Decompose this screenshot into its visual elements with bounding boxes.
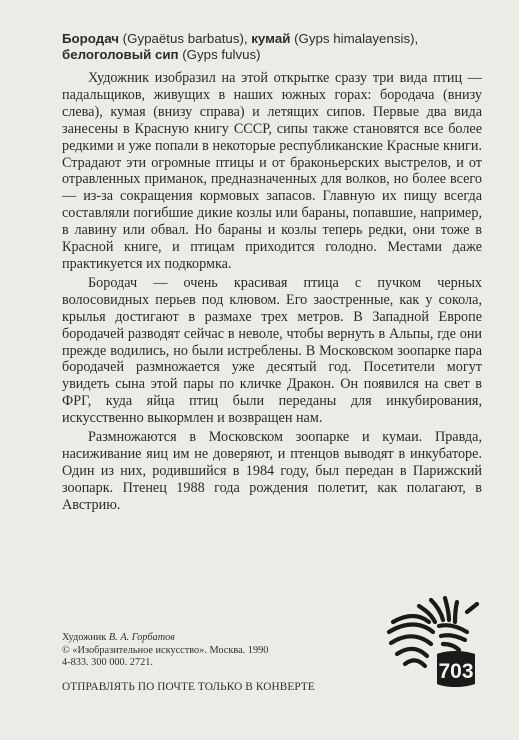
- latin-name-bearded-vulture: (Gypaëtus barbatus),: [118, 31, 252, 46]
- species-name-griffon-vulture: белоголовый сип: [62, 47, 179, 62]
- print-codes: 4-833. 300 000. 2721.: [62, 657, 153, 668]
- latin-name-himalayan-griffon: (Gyps himalayensis),: [290, 31, 419, 46]
- mailing-notice: ОТПРАВЛЯТЬ ПО ПОЧТЕ ТОЛЬКО В КОНВЕРТЕ: [62, 681, 315, 693]
- description-text: [62, 70, 482, 516]
- species-name-himalayan-griffon: кумай: [251, 31, 291, 46]
- artist-line: [62, 632, 362, 645]
- paragraph: Бородач — очень красивая птица с пучком черных волосовидных перьев под клювом. Его заостренные, как у сокола, крылья достигают в размахе трех метров. В Западной Европе бородачей разводят сейчас в неволе, чтобы вернуть в Альпы, где они прежде водились, но были истреблены. В Московском зоопарке пара бородачей размножается уже десятый год. Посетители могут увидеть сына этой пары по кличке Дракон. Он появился на свет в ФРГ, куда яйца птиц были переданы для инкубирования, искусственно выкормлен и возвращен нам.: [62, 274, 482, 427]
- artist-name: В. А. Горбатов: [108, 632, 175, 643]
- artist-label: Художник: [62, 632, 109, 643]
- species-name-bearded-vulture: Бородач: [62, 31, 119, 46]
- species-heading: [62, 31, 482, 63]
- paragraph: Художник изобразил на этой открытке сразу три вида птиц — падальщиков, живущих в наших южных горах: бородача (внизу слева), кумая (внизу справа) и летящих сипов. Первые два вида занесены в Красную книгу СССР, сипы также становятся все более редкими и уже попали в некоторые республиканские Красные книги. Страдают эти огромные птицы и от браконьерских выстрелов, и от отравленных приманок, предназначенных для волков, но более всего — из-за сокращения кормовых запасов. Главную их пищу всегда составляли погибшие дикие козлы или бараны, попавшие, например, в лавину или обвал. Но бараны и козлы теперь редки, они тоже в Красной книге, и птицам приходится голодно. Местами даже практикуется их подкормка.: [62, 70, 482, 272]
- publisher-line: © «Изобразительное искусство». Москва. 1990: [62, 644, 269, 656]
- publication-credits: [62, 632, 362, 670]
- emblem-number: 703: [438, 660, 474, 683]
- paragraph: Размножаются в Московском зоопарке и кумаи. Правда, насиживание яиц им не доверяют, и птенцов выводят в инкубаторе. Один из них, родившийся в 1984 году, был передан в Парижский зоопарк. Птенец 1988 года рождения полетит, как полагают, в Австрию.: [62, 429, 482, 513]
- zebra-head-icon: [385, 592, 487, 692]
- latin-name-griffon-vulture: (Gyps fulvus): [178, 47, 261, 62]
